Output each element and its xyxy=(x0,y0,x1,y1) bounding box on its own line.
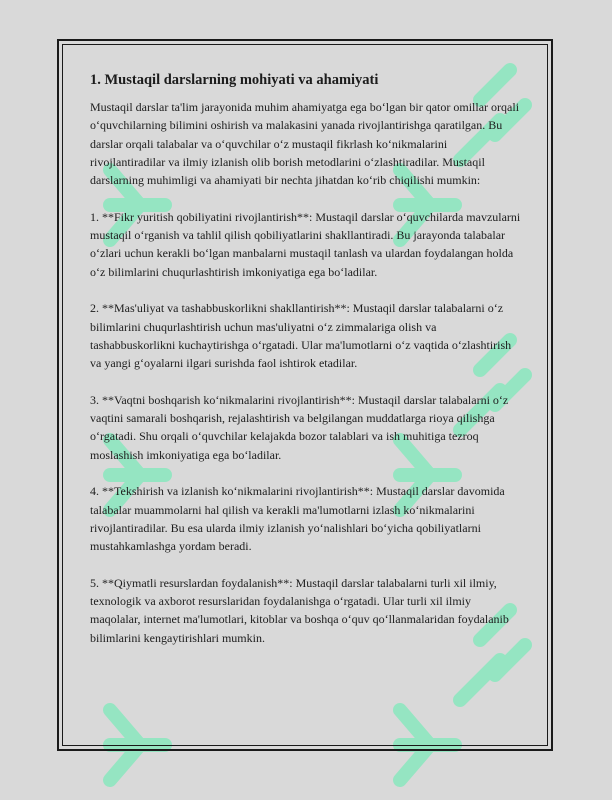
list-item-1: 1. **Fikr yuritish qobiliyatini rivojlantirish**: Mustaqil darslar o‘quvchilarda mavzularni mustaqil o‘rganish va tahlil qilish qobiliyatlarini shakllantiradi. Bu jarayonda talabalar o‘zlari uchun kerakli bo‘lgan manbalarni mustaqil tanlash va ulardan foydalangan holda o‘z bilimlarini chuqurlashtirish imkoniyatiga ega bo‘ladilar. xyxy=(90,209,521,279)
document-title: 1. Mustaqil darslarning mohiyati va ahamiyati xyxy=(90,72,379,88)
document-body xyxy=(90,70,522,665)
list-item-2: 2. **Mas'uliyat va tashabbuskorlikni shakllantirish**: Mustaqil darslar talabalarni o‘z bilimlarini chuqurlashtirish uchun mas'uliyatni o‘z zimmalariga olish va tashabbuskorlikni kuchaytirishga o‘rgatadi. Ular ma'lumotlarni o‘z vaqtida o‘zlashtirish va yangi g‘oyalarni ilgari surishda faol ishtirok etadilar. xyxy=(90,301,512,371)
list-item-5: 5. **Qiymatli resurslardan foydalanish**: Mustaqil darslar talabalarni turli xil ilmiy, texnologik va axborot resurslaridan foydalanishga o‘rgatadi. Ular turli xil ilmiy maqolalar, internet ma'lumotlari, kitoblar va boshqa o‘quv qo‘llanmalaridan foydalanib bilimlarini kengaytirishlari mumkin. xyxy=(90,575,509,645)
list-item-4: 4. **Tekshirish va izlanish ko‘nikmalarini rivojlantirish**: Mustaqil darslar davomida talabalar muammolarni hal qilish va kerakli ma'lumotlarni izlash ko‘nikmalarini rivojlantiradilar. Bu esa ularda ilmiy izlanish yo‘nalishlari bo‘yicha qobiliyatlarni mustahkamlashga yordam beradi. xyxy=(90,484,505,554)
list-item-3: 3. **Vaqtni boshqarish ko‘nikmalarini rivojlantirish**: Mustaqil darslar talabalarni o‘z vaqtini samarali boshqarish, rejalashtirish va belgilangan muddatlarga rioya qilishga o‘rgatadi. Shu orqali o‘quvchilar kelajakda bozor talablari va ish muhitiga tezroq moslashish imkoniyatiga ega bo‘ladilar. xyxy=(90,392,509,462)
intro-paragraph: Mustaqil darslar ta'lim jarayonida muhim ahamiyatga ega bo‘lgan bir qator omillar orqali o‘quvchilarning bilimini oshirish va malakasini yanada rivojlantirishga qaratilgan. Bu darslar orqali talabalar va o‘quvchilar o‘z mustaqil fikrlash ko‘nikmalarini rivojlantiradilar va ilmiy izlanish olib borish metodlarini o‘zlashtiradilar. Mustaqil darslarning muhimligi va ahamiyati bir nechta jihatdan ko‘rib chiqilishi mumkin: xyxy=(90,100,520,188)
